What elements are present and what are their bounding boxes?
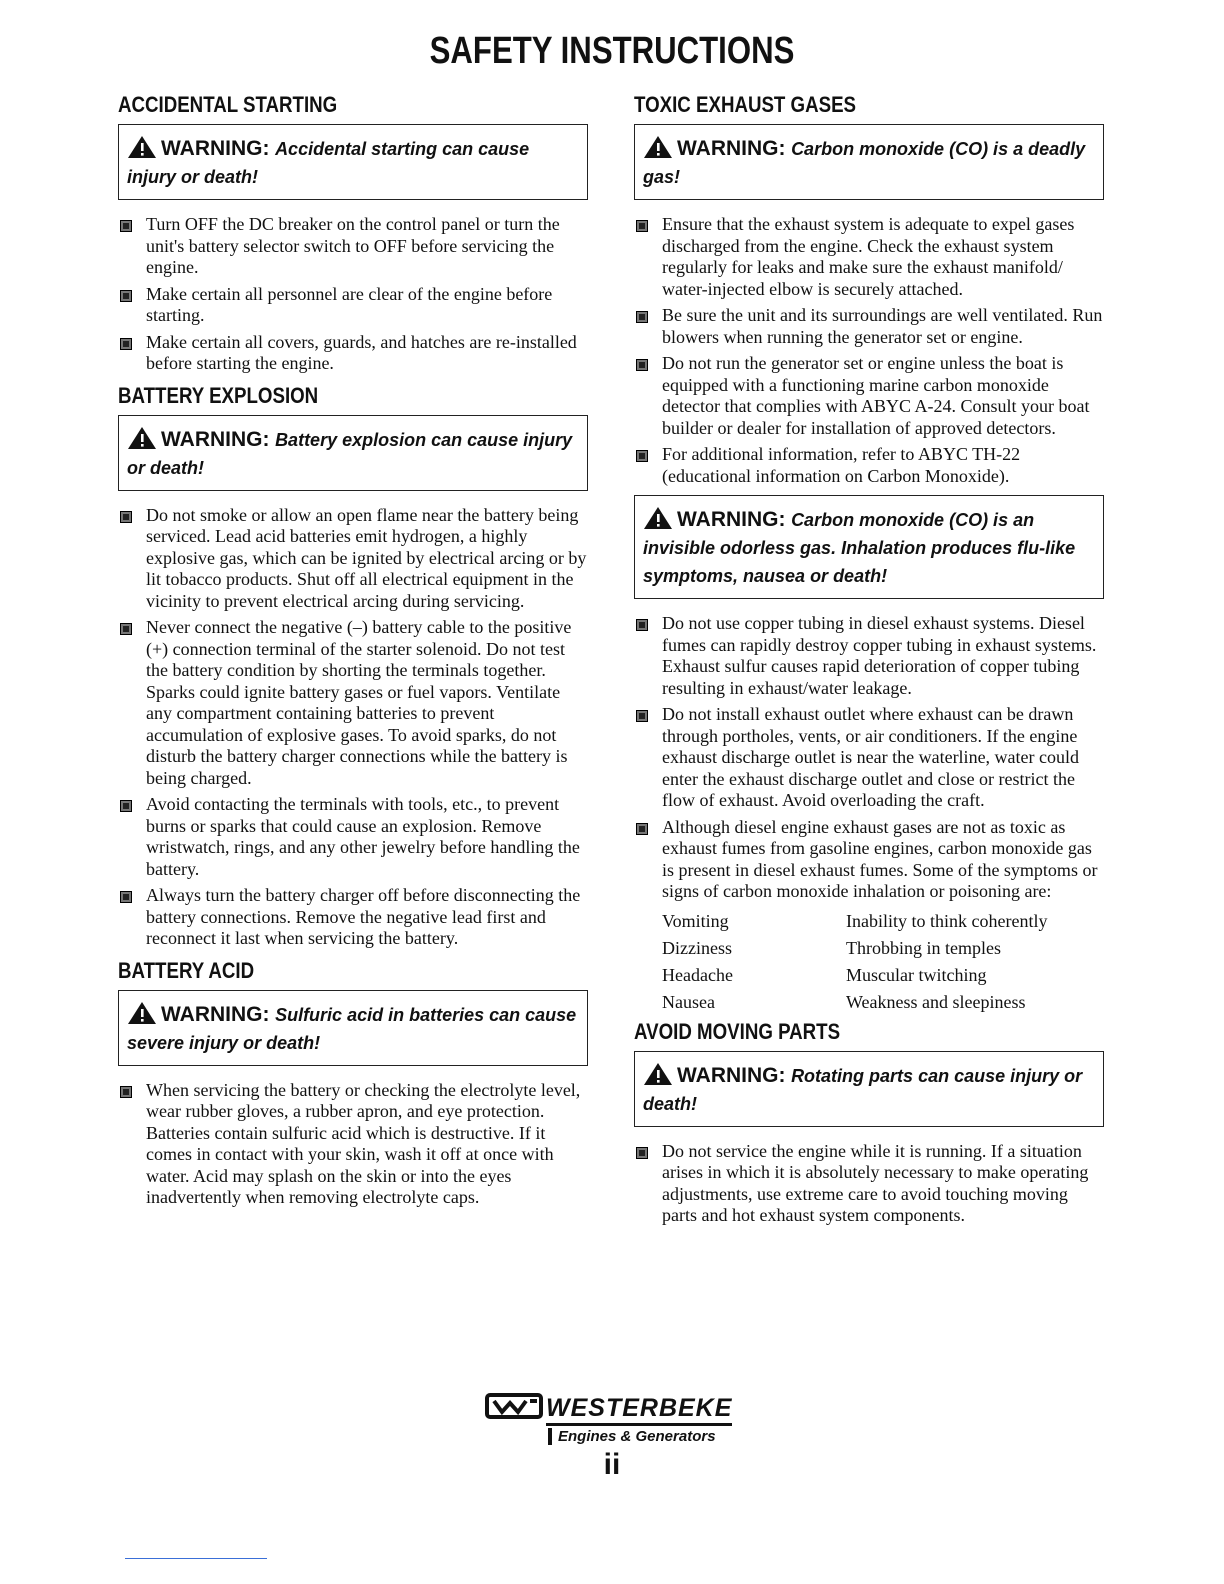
warning-label: WARNING: [677,508,786,531]
warning-label: WARNING: [161,427,270,451]
symptom-table [662,911,1104,1013]
list-item: Be sure the unit and its surroundings are well ventilated. Run blowers when running the generator set or engine. [634,305,1104,348]
warning-label: WARNING: [677,137,786,160]
page-title: SAFETY INSTRUCTIONS [429,30,795,72]
warning-box-co-invisible [634,495,1104,599]
warning-label: WARNING: [161,1002,270,1026]
warning-box-battery-acid [118,990,588,1066]
bullet-list-battery-acid [118,1080,588,1209]
brand-name: WESTERBEKE [546,1394,732,1426]
symptom-item: Nausea [662,991,715,1012]
warning-message: Accidental starting can cause injury or death! [127,139,530,187]
symptom-item: Inability to think coherently [846,910,1048,931]
symptom-item: Throbbing in temples [846,937,1001,958]
section-heading-battery-acid: BATTERY ACID [118,957,255,983]
warning-triangle-icon [643,1062,673,1086]
warning-label: WARNING: [161,137,270,160]
section-heading-battery-explosion: BATTERY EXPLOSION [118,382,319,408]
list-item: Ensure that the exhaust system is adequate to expel gases discharged from the engine. Check the exhaust system regularly for leaks and make sure the exhaust manifold/ water-injected elbow is securely attached. [634,214,1104,300]
list-item: When servicing the battery or checking the electrolyte level, wear rubber gloves, a rubber apron, and eye protection. Batteries contain sulfuric acid which is destructive. If it comes in contact with your skin, wash it off at once with water. Acid may splash on the skin or into the eyes inadvertently when removing electrolyte caps. [118,1080,588,1209]
list-item: Do not run the generator set or engine unless the boat is equipped with a functioning marine carbon monoxide detector that complies with ABYC A-24. Consult your boat builder or dealer for installation of approved detectors. [634,353,1104,439]
list-item: For additional information, refer to ABYC TH-22 (educational information on Carbon Monoxide). [634,444,1104,487]
warning-message: Carbon monoxide (CO) is an invisible odorless gas. Inhalation produces flu-like symptoms, nausea or death! [643,510,1076,586]
list-item: Turn OFF the DC breaker on the control panel or turn the unit's battery selector switch to OFF before servicing the engine. [118,214,588,279]
bullet-list-moving-parts [634,1141,1104,1227]
section-heading-toxic-exhaust: TOXIC EXHAUST GASES [634,92,857,117]
warning-box-accidental-starting [118,124,588,200]
bullet-list-diesel-exhaust [634,613,1104,903]
warning-message: Carbon monoxide (CO) is a deadly gas! [643,139,1086,187]
warning-triangle-icon [127,135,157,159]
warning-box-toxic-exhaust [634,124,1104,200]
bullet-list-accidental-starting [118,214,588,375]
warning-triangle-icon [127,1001,157,1025]
section-heading-moving-parts: AVOID MOVING PARTS [634,1018,841,1044]
list-item: Although diesel engine exhaust gases are not as toxic as exhaust fumes from gasoline engines, carbon monoxide gas is present in diesel exhaust fumes. Some of the symptoms or signs of carbon monoxide inhalation or poisoning are: [634,817,1104,903]
warning-message: Rotating parts can cause injury or death! [643,1065,1083,1114]
warning-box-moving-parts [634,1051,1104,1127]
symptom-item: Dizziness [662,937,732,958]
symptom-item: Headache [662,964,733,985]
list-item: Never connect the negative (–) battery cable to the positive (+) connection terminal of the starter solenoid. Do not test the battery condition by shorting the terminals together. Sparks could ignite battery gases or fuel vapors. Ventilate any compartment containing batteries to prevent accumulation of explosive gases. To avoid sparks, do not disturb the battery charger connections while the battery is being charged. [118,617,588,789]
westerbeke-logo-icon [484,1392,544,1426]
warning-box-battery-explosion [118,415,588,491]
left-column [118,92,588,1217]
symptom-item: Weakness and sleepiness [846,991,1026,1012]
footer-logo [484,1392,764,1445]
warning-label: WARNING: [677,1063,786,1087]
warning-message: Sulfuric acid in batteries can cause severe injury or death! [127,1004,577,1053]
warning-triangle-icon [127,426,157,450]
symptom-item: Vomiting [662,910,729,931]
bullet-list-toxic-exhaust [634,214,1104,487]
symptom-item: Muscular twitching [846,964,987,985]
list-item: Always turn the battery charger off before disconnecting the battery connections. Remove the negative lead first and reconnect it last when servicing the battery. [118,885,588,950]
list-item: Do not smoke or allow an open flame near the battery being serviced. Lead acid batteries emit hydrogen, a highly explosive gas, which can be ignited by electrical arcing or by lit tobacco products. Shut off all electrical equipment in the vicinity to prevent electrical arcing during servicing. [118,505,588,613]
list-item: Do not use copper tubing in diesel exhaust systems. Diesel fumes can rapidly destroy copper tubing in exhaust systems. Exhaust sulfur causes rapid deterioration of copper tubing resulting in exhaust/water leakage. [634,613,1104,699]
brand-tagline: Engines & Generators [548,1428,764,1445]
section-heading-accidental-starting: ACCIDENTAL STARTING [118,92,338,117]
page-number: ii [603,1448,621,1481]
warning-triangle-icon [643,506,673,530]
list-item: Make certain all covers, guards, and hatches are re-installed before starting the engine. [118,332,588,375]
bullet-list-battery-explosion [118,505,588,950]
list-item: Avoid contacting the terminals with tools, etc., to prevent burns or sparks that could cause an explosion. Remove wristwatch, rings, and any other jewelry before handling the battery. [118,794,588,880]
warning-message: Battery explosion can cause injury or death! [127,429,573,478]
divider [125,1558,267,1559]
list-item: Make certain all personnel are clear of the engine before starting. [118,284,588,327]
right-column [634,92,1104,1235]
list-item: Do not install exhaust outlet where exhaust can be drawn through portholes, vents, or air conditioners. If the engine exhaust discharge outlet is near the waterline, water could enter the exhaust discharge outlet and close or restrict the flow of exhaust. Avoid overloading the craft. [634,704,1104,812]
list-item: Do not service the engine while it is running. If a situation arises in which it is absolutely necessary to make operating adjustments, use extreme care to avoid touching moving parts and hot exhaust system components. [634,1141,1104,1227]
warning-triangle-icon [643,135,673,159]
